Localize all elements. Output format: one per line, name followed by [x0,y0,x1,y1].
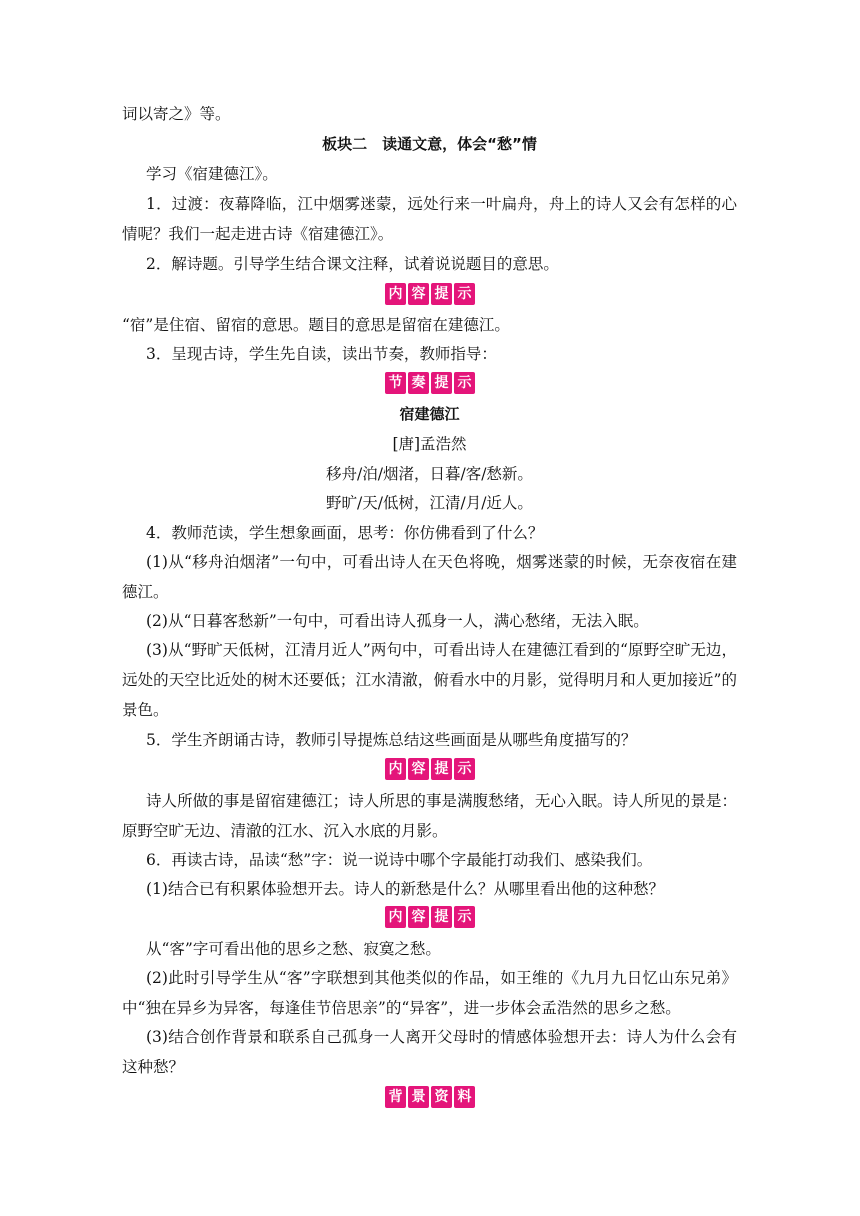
text-line: 2．解诗题。引导学生结合课文注释，试着说说题目的意思。 [146,255,559,273]
content-hint-badge [0,906,860,928]
text-line: 4．教师范读，学生想象画面，思考：你仿佛看到了什么？ [146,524,544,542]
paragraph: 诗人所做的事是留宿建德江；诗人所思的事是满腹愁绪，无心入眠。诗人所见的景是：原野空旷无边、清澈的江水、沉入水底的月影。 [122,792,737,840]
content-hint-badge [0,758,860,780]
text-line: “宿”是住宿、留宿的意思。题目的意思是留宿在建德江。 [122,316,510,334]
badge-char: 提 [431,758,452,780]
poem-title: 宿建德江 [399,405,460,423]
badge-char: 容 [408,906,429,928]
badge-char: 示 [454,283,475,305]
paragraph: (1)从“移舟泊烟渚”一句中，可看出诗人在天色将晚，烟雾迷蒙的时候，无奈夜宿在建德江。 [122,553,737,601]
badge-char: 内 [385,283,406,305]
badge-char: 容 [408,758,429,780]
badge-char: 示 [454,906,475,928]
badge-char: 内 [385,758,406,780]
text-line: (1)结合已有积累体验想开去。诗人的新愁是什么？从哪里看出他的这种愁？ [146,880,664,898]
section-heading: 板块二 读通文意，体会“愁”情 [322,135,537,153]
paragraph: 1．过渡：夜幕降临，江中烟雾迷蒙，远处行来一叶扁舟，舟上的诗人又会有怎样的心情呢？我们一起走进古诗《宿建德江》。 [122,195,737,243]
paragraph: (3)结合创作背景和联系自己孤身一人离开父母时的情感体验想开去：诗人为什么会有这种愁？ [122,1028,737,1076]
content-hint-badge [0,283,860,305]
poem-author: [唐]孟浩然 [392,435,467,453]
paragraph: (2)此时引导学生从“客”字联想到其他类似的作品，如王维的《九月九日忆山东兄弟》中“独在异乡为异客，每逢佳节倍思亲”的“异客”，进一步体会孟浩然的思乡之愁。 [122,969,737,1017]
poem-line: 移舟/泊/烟渚，日暮/客/愁新。 [326,465,533,483]
badge-char: 提 [431,372,452,394]
badge-char: 示 [454,758,475,780]
badge-char: 内 [385,906,406,928]
badge-char: 资 [431,1086,452,1108]
poem-line: 野旷/天/低树，江清/月/近人。 [326,494,533,512]
badge-char: 容 [408,283,429,305]
text-line: (2)从“日暮客愁新”一句中，可看出诗人孤身一人，满心愁绪，无法入眠。 [146,612,649,630]
badge-char: 节 [385,372,406,394]
badge-char: 料 [454,1086,475,1108]
text-line: 从“客”字可看出他的思乡之愁、寂寞之愁。 [146,940,441,958]
text-line: 学习《宿建德江》。 [146,165,278,183]
badge-char: 提 [431,906,452,928]
badge-char: 提 [431,283,452,305]
rhythm-hint-badge [0,372,860,394]
badge-char: 示 [454,372,475,394]
badge-char: 景 [408,1086,429,1108]
paragraph: (3)从“野旷天低树，江清月近人”两句中，可看出诗人在建德江看到的“原野空旷无边，远处的天空比近处的树木还要低；江水清澈，俯看水中的月影，觉得明月和人更加接近”的景色。 [122,641,737,719]
text-line: 6．再读古诗，品读“愁”字：说一说诗中哪个字最能打动我们、感染我们。 [146,851,653,869]
text-line: 词以寄之》等。 [122,105,231,123]
background-material-badge [0,1086,860,1108]
text-line: 3．呈现古诗，学生先自读，读出节奏，教师指导： [146,345,497,363]
badge-char: 奏 [408,372,429,394]
badge-char: 背 [385,1086,406,1108]
text-line: 5．学生齐朗诵古诗，教师引导提炼总结这些画面是从哪些角度描写的？ [146,731,637,749]
